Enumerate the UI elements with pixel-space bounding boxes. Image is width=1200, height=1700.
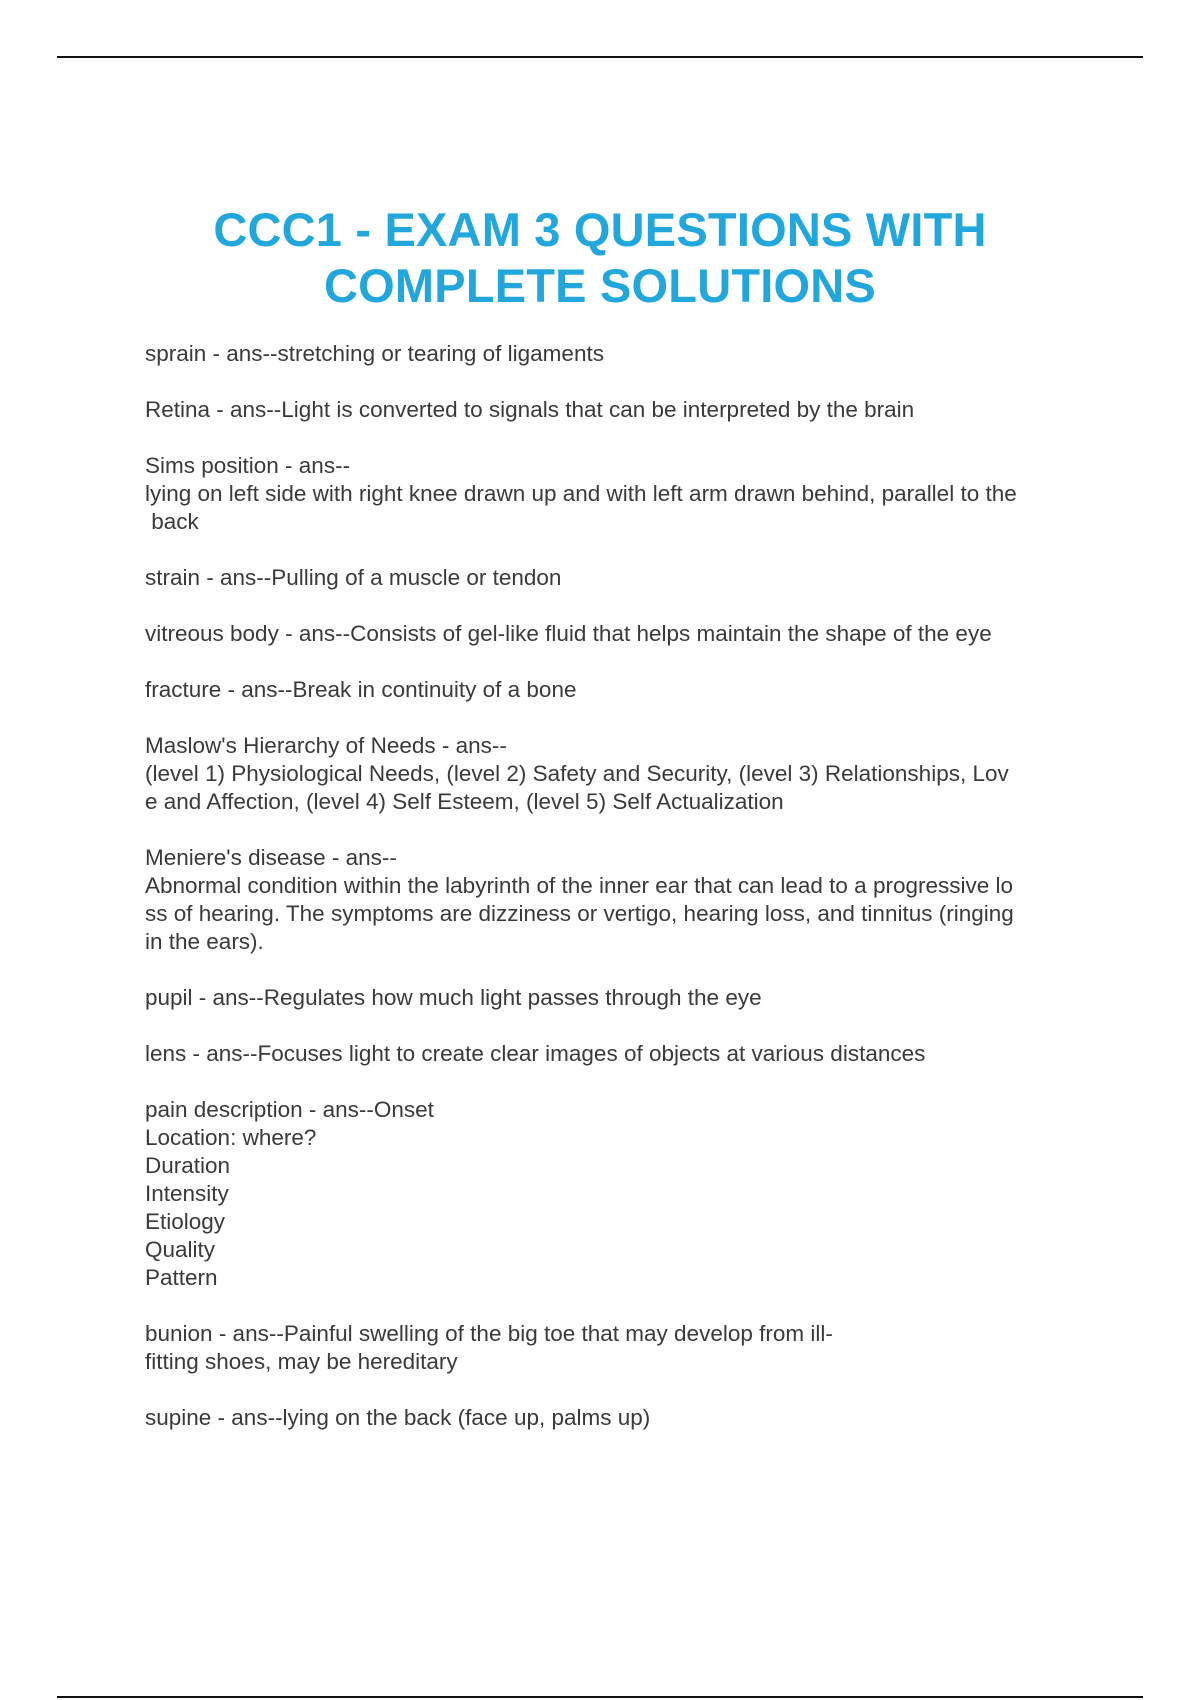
qa-entry-line: Maslow's Hierarchy of Needs - ans--	[145, 733, 507, 758]
qa-entry-line: ss of hearing. The symptoms are dizziness or vertigo, hearing loss, and tinnitus (ringing	[145, 901, 1014, 926]
qa-entry-line: Duration	[145, 1153, 231, 1178]
qa-entry	[145, 1320, 1090, 1376]
qa-entry-line: Meniere's disease - ans--	[145, 845, 397, 870]
qa-entry-line: fitting shoes, may be hereditary	[145, 1349, 458, 1374]
qa-entry-line: Abnormal condition within the labyrinth of the inner ear that can lead to a progressive lo	[145, 873, 1014, 898]
qa-entry	[145, 620, 1090, 648]
qa-entry	[145, 1404, 1090, 1432]
qa-entry	[145, 564, 1090, 592]
qa-entry-line: Quality	[145, 1237, 216, 1262]
qa-entry	[145, 984, 1090, 1012]
top-rule	[57, 56, 1143, 58]
qa-entry-line: strain - ans--Pulling of a muscle or tendon	[145, 565, 562, 590]
qa-entry-line: (level 1) Physiological Needs, (level 2) Safety and Security, (level 3) Relationships, Lov	[145, 761, 1009, 786]
qa-entry-line: sprain - ans--stretching or tearing of ligaments	[145, 341, 604, 366]
qa-entry-line: back	[145, 509, 199, 534]
qa-entry-line: Intensity	[145, 1181, 229, 1206]
qa-entry-line: e and Affection, (level 4) Self Esteem, (level 5) Self Actualization	[145, 789, 784, 814]
qa-entry-line: Etiology	[145, 1209, 226, 1234]
title-line-2: COMPLETE SOLUTIONS	[324, 259, 876, 312]
qa-entry	[145, 452, 1090, 536]
qa-entry-line: Sims position - ans--	[145, 453, 351, 478]
document-title	[100, 202, 1100, 314]
title-line-1: CCC1 - EXAM 3 QUESTIONS WITH	[213, 203, 987, 256]
qa-entry	[145, 340, 1090, 368]
bottom-rule	[57, 1696, 1143, 1698]
qa-entry	[145, 396, 1090, 424]
qa-entry-line: Pattern	[145, 1265, 218, 1290]
qa-entry-line: Location: where?	[145, 1125, 317, 1150]
qa-entry-line: Retina - ans--Light is converted to signals that can be interpreted by the brain	[145, 397, 915, 422]
qa-entry-line: in the ears).	[145, 929, 264, 954]
qa-entry	[145, 676, 1090, 704]
qa-entry	[145, 1096, 1090, 1292]
qa-entry-line: lying on left side with right knee drawn up and with left arm drawn behind, parallel to the	[145, 481, 1017, 506]
qa-entry	[145, 732, 1090, 816]
qa-list	[145, 340, 1090, 1460]
qa-entry-line: supine - ans--lying on the back (face up, palms up)	[145, 1405, 651, 1430]
qa-entry	[145, 844, 1090, 956]
qa-entry-line: pain description - ans--Onset	[145, 1097, 434, 1122]
qa-entry-line: vitreous body - ans--Consists of gel-like fluid that helps maintain the shape of the eye	[145, 621, 992, 646]
qa-entry-line: fracture - ans--Break in continuity of a bone	[145, 677, 577, 702]
qa-entry-line: lens - ans--Focuses light to create clear images of objects at various distances	[145, 1041, 926, 1066]
qa-entry-line: pupil - ans--Regulates how much light passes through the eye	[145, 985, 762, 1010]
qa-entry-line: bunion - ans--Painful swelling of the big toe that may develop from ill-	[145, 1321, 833, 1346]
qa-entry	[145, 1040, 1090, 1068]
